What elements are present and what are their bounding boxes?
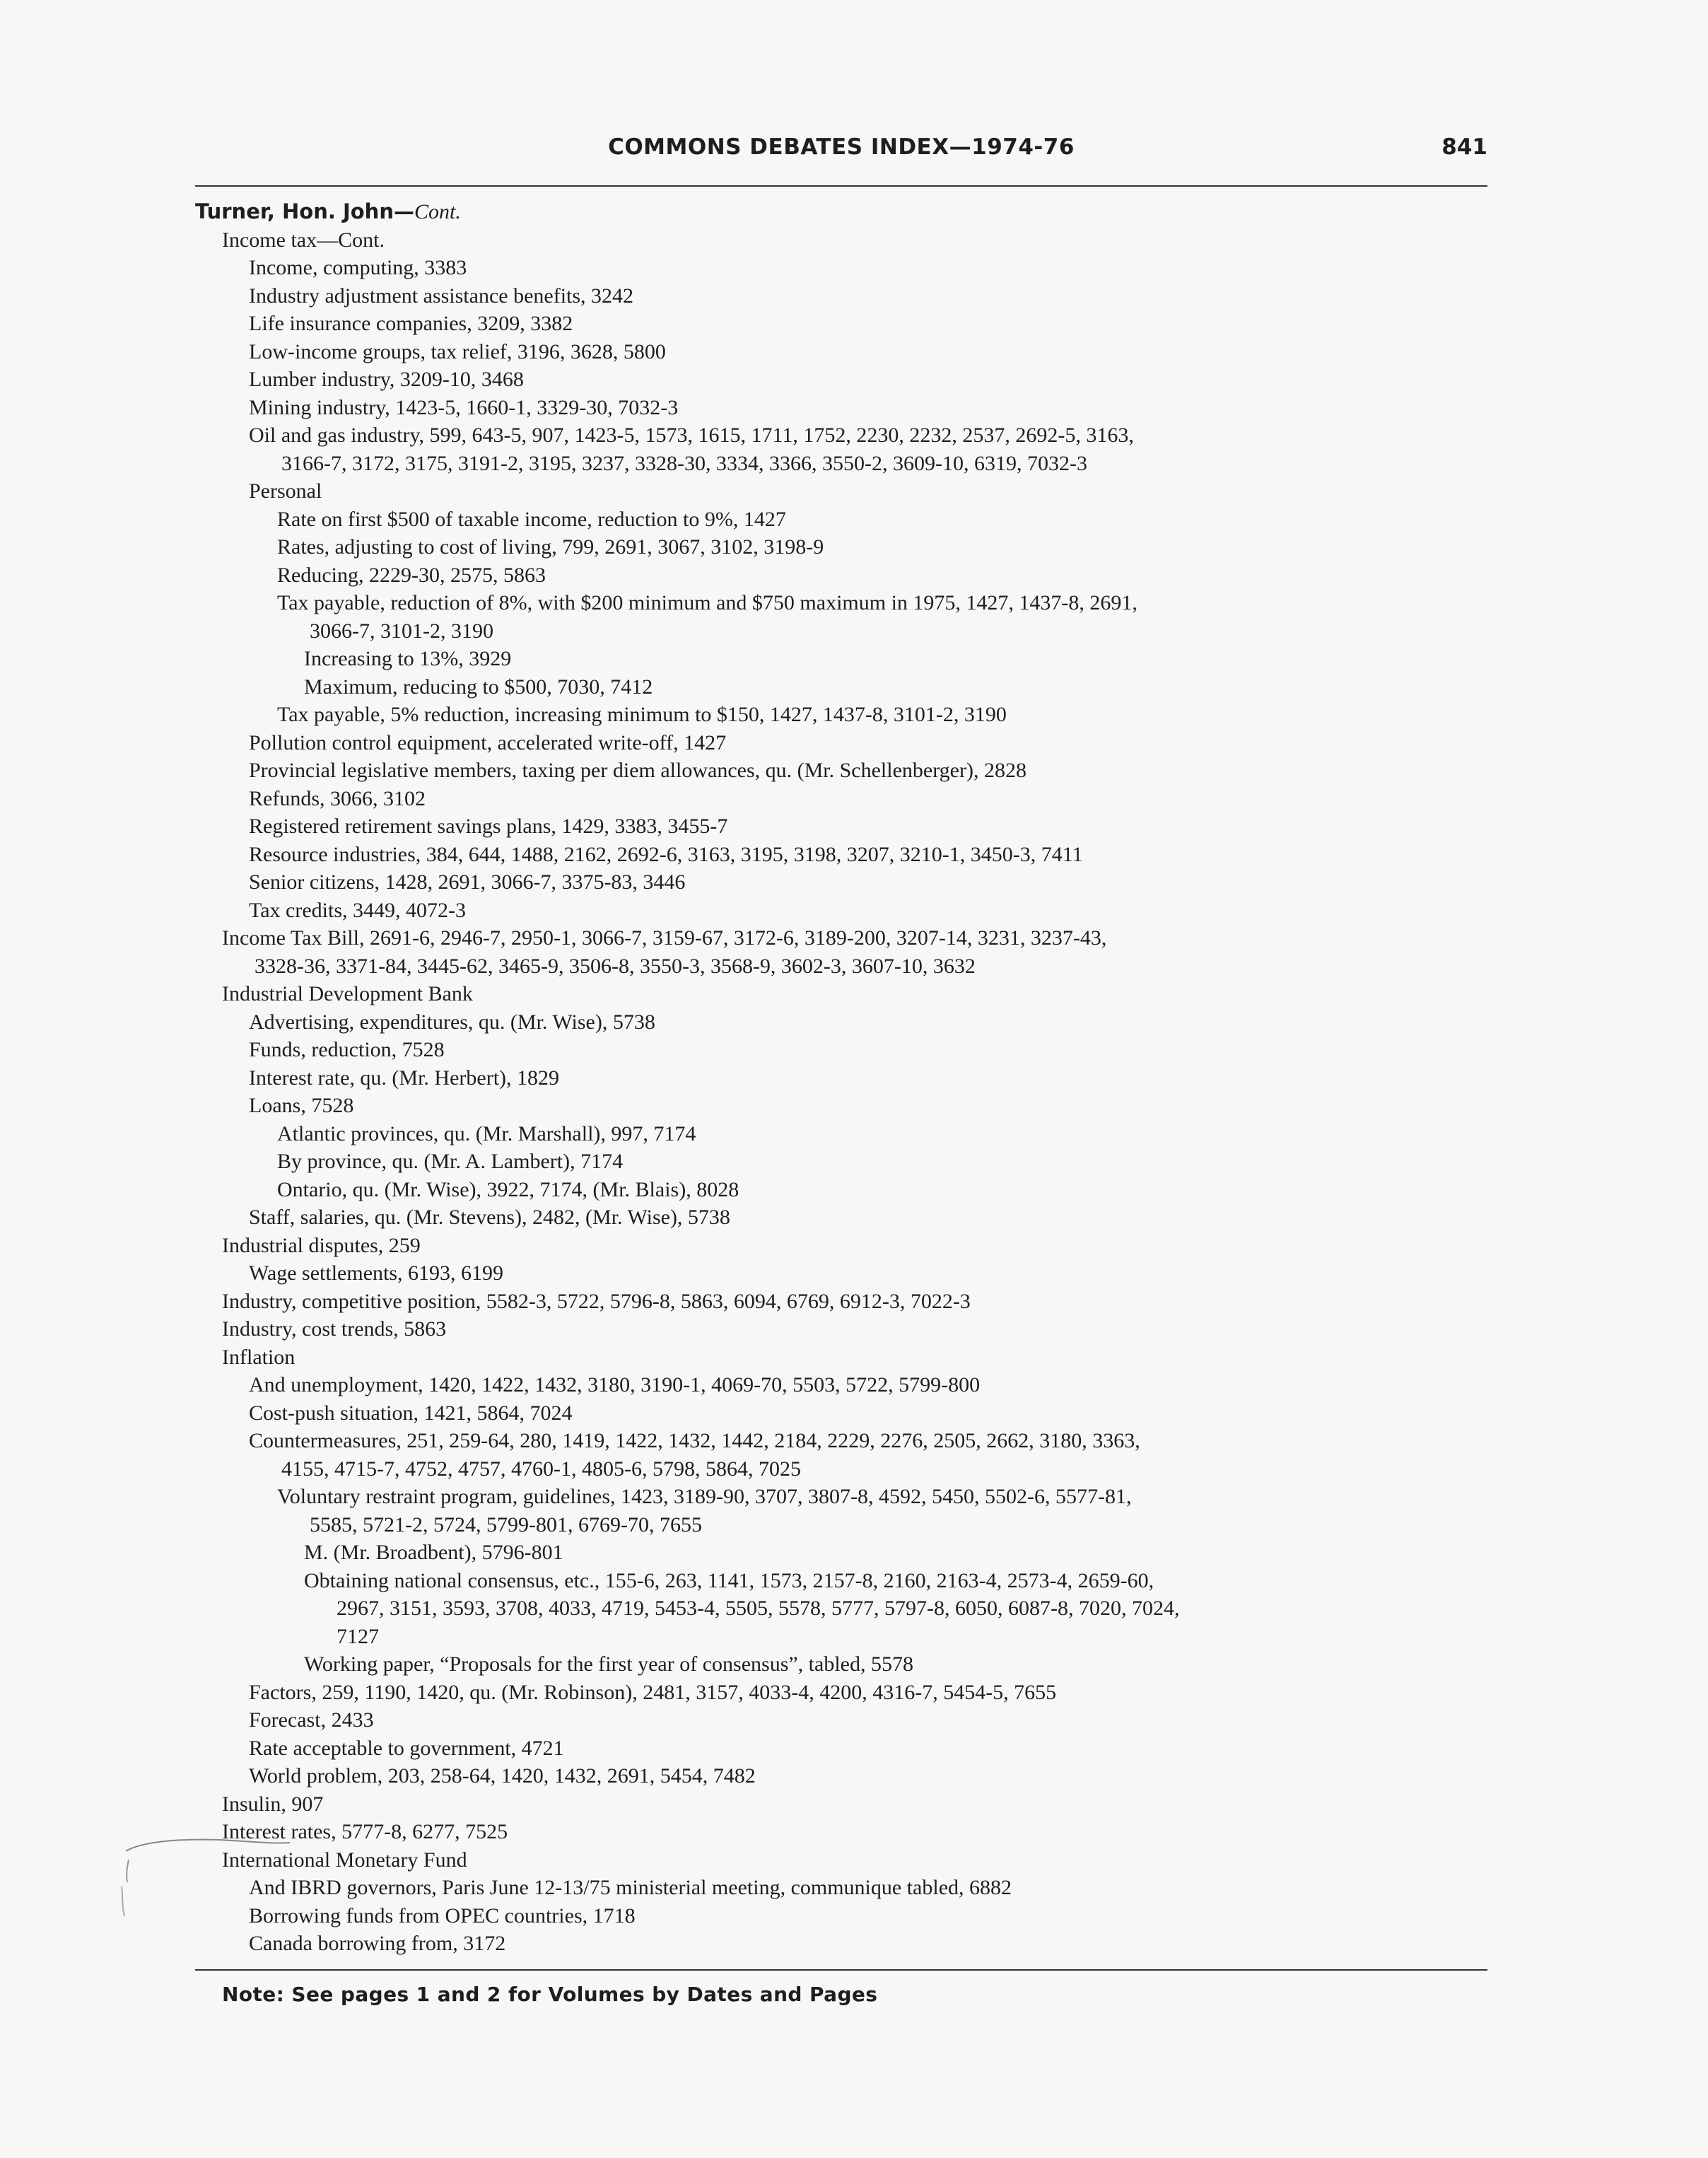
index-entry: Interest rates, 5777-8, 6277, 7525 xyxy=(222,1820,508,1843)
index-entry: Industry, competitive position, 5582-3, 5722, 5796-8, 5863, 6094, 6769, 6912-3, 7022-3 xyxy=(222,1289,971,1313)
index-entries xyxy=(195,198,1487,1958)
index-entry-continuation: 3066-7, 3101-2, 3190 xyxy=(310,619,493,643)
index-entry: Reducing, 2229-30, 2575, 5863 xyxy=(277,563,546,587)
footnote: Note: See pages 1 and 2 for Volumes by Dates and Pages xyxy=(222,1983,878,2006)
index-entry: Registered retirement savings plans, 1429, 3383, 3455-7 xyxy=(249,815,728,838)
index-entry: Life insurance companies, 3209, 3382 xyxy=(249,312,573,335)
index-entry: Oil and gas industry, 599, 643-5, 907, 1423-5, 1573, 1615, 1711, 1752, 2230, 2232, 2537, 2692-5, 3163, xyxy=(249,424,1134,447)
index-entry: Senior citizens, 1428, 2691, 3066-7, 3375-83, 3446 xyxy=(249,870,686,894)
index-entry: Factors, 259, 1190, 1420, qu. (Mr. Robinson), 2481, 3157, 4033-4, 4200, 4316-7, 5454-5, 7655 xyxy=(249,1680,1057,1704)
index-entry-continuation: 5585, 5721-2, 5724, 5799-801, 6769-70, 7655 xyxy=(310,1512,702,1536)
index-entry: Mining industry, 1423-5, 1660-1, 3329-30, 7032-3 xyxy=(249,395,679,419)
index-entry: Cost-push situation, 1421, 5864, 7024 xyxy=(249,1401,573,1425)
index-entry: Loans, 7528 xyxy=(249,1094,354,1117)
heading-cont: Cont. xyxy=(414,200,461,223)
index-entry: Maximum, reducing to $500, 7030, 7412 xyxy=(304,675,653,699)
index-entry: Obtaining national consensus, etc., 155-6, 263, 1141, 1573, 2157-8, 2160, 2163-4, 2573-4, 2659-60, xyxy=(304,1568,1154,1592)
index-entry: Income tax—Cont. xyxy=(222,228,385,252)
index-entry: Tax payable, 5% reduction, increasing minimum to $150, 1427, 1437-8, 3101-2, 3190 xyxy=(277,703,1007,726)
index-entry: Advertising, expenditures, qu. (Mr. Wise), 5738 xyxy=(249,1010,655,1034)
index-entry: Atlantic provinces, qu. (Mr. Marshall), 997, 7174 xyxy=(277,1121,696,1145)
index-entry-continuation: 4155, 4715-7, 4752, 4757, 4760-1, 4805-6, 5798, 5864, 7025 xyxy=(281,1457,801,1481)
index-entry: Staff, salaries, qu. (Mr. Stevens), 2482, (Mr. Wise), 5738 xyxy=(249,1206,730,1229)
index-entry: Industrial Development Bank xyxy=(222,982,473,1005)
index-entry: Inflation xyxy=(222,1345,296,1369)
index-entry: Industry adjustment assistance benefits, 3242 xyxy=(249,284,634,308)
index-entry: By province, qu. (Mr. A. Lambert), 7174 xyxy=(277,1150,624,1173)
index-entry: Tax payable, reduction of 8%, with $200 minimum and $750 maximum in 1975, 1427, 1437-8, 2691, xyxy=(277,591,1137,614)
index-entry: Canada borrowing from, 3172 xyxy=(249,1932,506,1955)
index-entry: Funds, reduction, 7528 xyxy=(249,1038,445,1061)
index-entry: Forecast, 2433 xyxy=(249,1708,374,1732)
index-entry: Wage settlements, 6193, 6199 xyxy=(249,1261,504,1285)
index-entry: M. (Mr. Broadbent), 5796-801 xyxy=(304,1541,563,1564)
index-entry: Voluntary restraint program, guidelines, 1423, 3189-90, 3707, 3807-8, 4592, 5450, 5502-6, 5577-81, xyxy=(277,1485,1132,1508)
running-title: COMMONS DEBATES INDEX—1974-76 xyxy=(608,134,1075,160)
index-entry: World problem, 203, 258-64, 1420, 1432, 2691, 5454, 7482 xyxy=(249,1764,756,1787)
bottom-rule xyxy=(195,1969,1487,1971)
index-entry: Income, computing, 3383 xyxy=(249,256,467,279)
page-number: 841 xyxy=(1441,134,1487,160)
entry-heading xyxy=(195,198,1487,226)
index-entry: Working paper, “Proposals for the first year of consensus”, tabled, 5578 xyxy=(304,1652,913,1676)
index-entry: Refunds, 3066, 3102 xyxy=(249,786,426,810)
index-entry: Rate acceptable to government, 4721 xyxy=(249,1736,564,1760)
index-entry: Rate on first $500 of taxable income, reduction to 9%, 1427 xyxy=(277,507,786,531)
index-entry: Industry, cost trends, 5863 xyxy=(222,1317,447,1341)
index-entry: And IBRD governors, Paris June 12-13/75 ministerial meeting, communique tabled, 6882 xyxy=(249,1876,1012,1899)
index-entry: Lumber industry, 3209-10, 3468 xyxy=(249,368,524,391)
index-entry: Borrowing funds from OPEC countries, 1718 xyxy=(249,1903,636,1927)
pen-mark xyxy=(113,1817,297,1930)
index-entry: Increasing to 13%, 3929 xyxy=(304,647,512,670)
index-entry: International Monetary Fund xyxy=(222,1848,467,1872)
index-entry: Insulin, 907 xyxy=(222,1792,324,1816)
index-entry: Industrial disputes, 259 xyxy=(222,1233,421,1257)
index-entry-continuation: 3328-36, 3371-84, 3445-62, 3465-9, 3506-8, 3550-3, 3568-9, 3602-3, 3607-10, 3632 xyxy=(255,954,976,978)
heading-name: Turner, Hon. John— xyxy=(195,199,414,223)
index-entry: Countermeasures, 251, 259-64, 280, 1419, 1422, 1432, 1442, 2184, 2229, 2276, 2505, 2662, 3180, 3363, xyxy=(249,1429,1140,1452)
index-entry: Tax credits, 3449, 4072-3 xyxy=(249,898,467,922)
index-entry: Provincial legislative members, taxing per diem allowances, qu. (Mr. Schellenberger), 2828 xyxy=(249,759,1026,782)
index-entry: Personal xyxy=(249,479,322,503)
index-entry: Interest rate, qu. (Mr. Herbert), 1829 xyxy=(249,1066,560,1090)
index-entry: Ontario, qu. (Mr. Wise), 3922, 7174, (Mr. Blais), 8028 xyxy=(277,1177,739,1201)
index-entry: Rates, adjusting to cost of living, 799, 2691, 3067, 3102, 3198-9 xyxy=(277,535,824,559)
index-entry: Income Tax Bill, 2691-6, 2946-7, 2950-1, 3066-7, 3159-67, 3172-6, 3189-200, 3207-14, 3231, 3237-43, xyxy=(222,926,1107,950)
running-head xyxy=(195,134,1487,177)
top-rule xyxy=(195,185,1487,187)
index-entry: Low-income groups, tax relief, 3196, 3628, 5800 xyxy=(249,339,666,363)
index-entry: Resource industries, 384, 644, 1488, 2162, 2692-6, 3163, 3195, 3198, 3207, 3210-1, 3450-3, 7411 xyxy=(249,842,1083,866)
index-entry-continuation: 3166-7, 3172, 3175, 3191-2, 3195, 3237, 3328-30, 3334, 3366, 3550-2, 3609-10, 6319, 7032-3 xyxy=(281,451,1087,475)
index-entry: And unemployment, 1420, 1422, 1432, 3180, 3190-1, 4069-70, 5503, 5722, 5799-800 xyxy=(249,1373,981,1396)
index-entry-continuation: 7127 xyxy=(337,1624,379,1648)
index-entry-continuation: 2967, 3151, 3593, 3708, 4033, 4719, 5453-4, 5505, 5578, 5777, 5797-8, 6050, 6087-8, 7020, 7024, xyxy=(337,1597,1180,1620)
index-entry: Pollution control equipment, accelerated write-off, 1427 xyxy=(249,730,727,754)
